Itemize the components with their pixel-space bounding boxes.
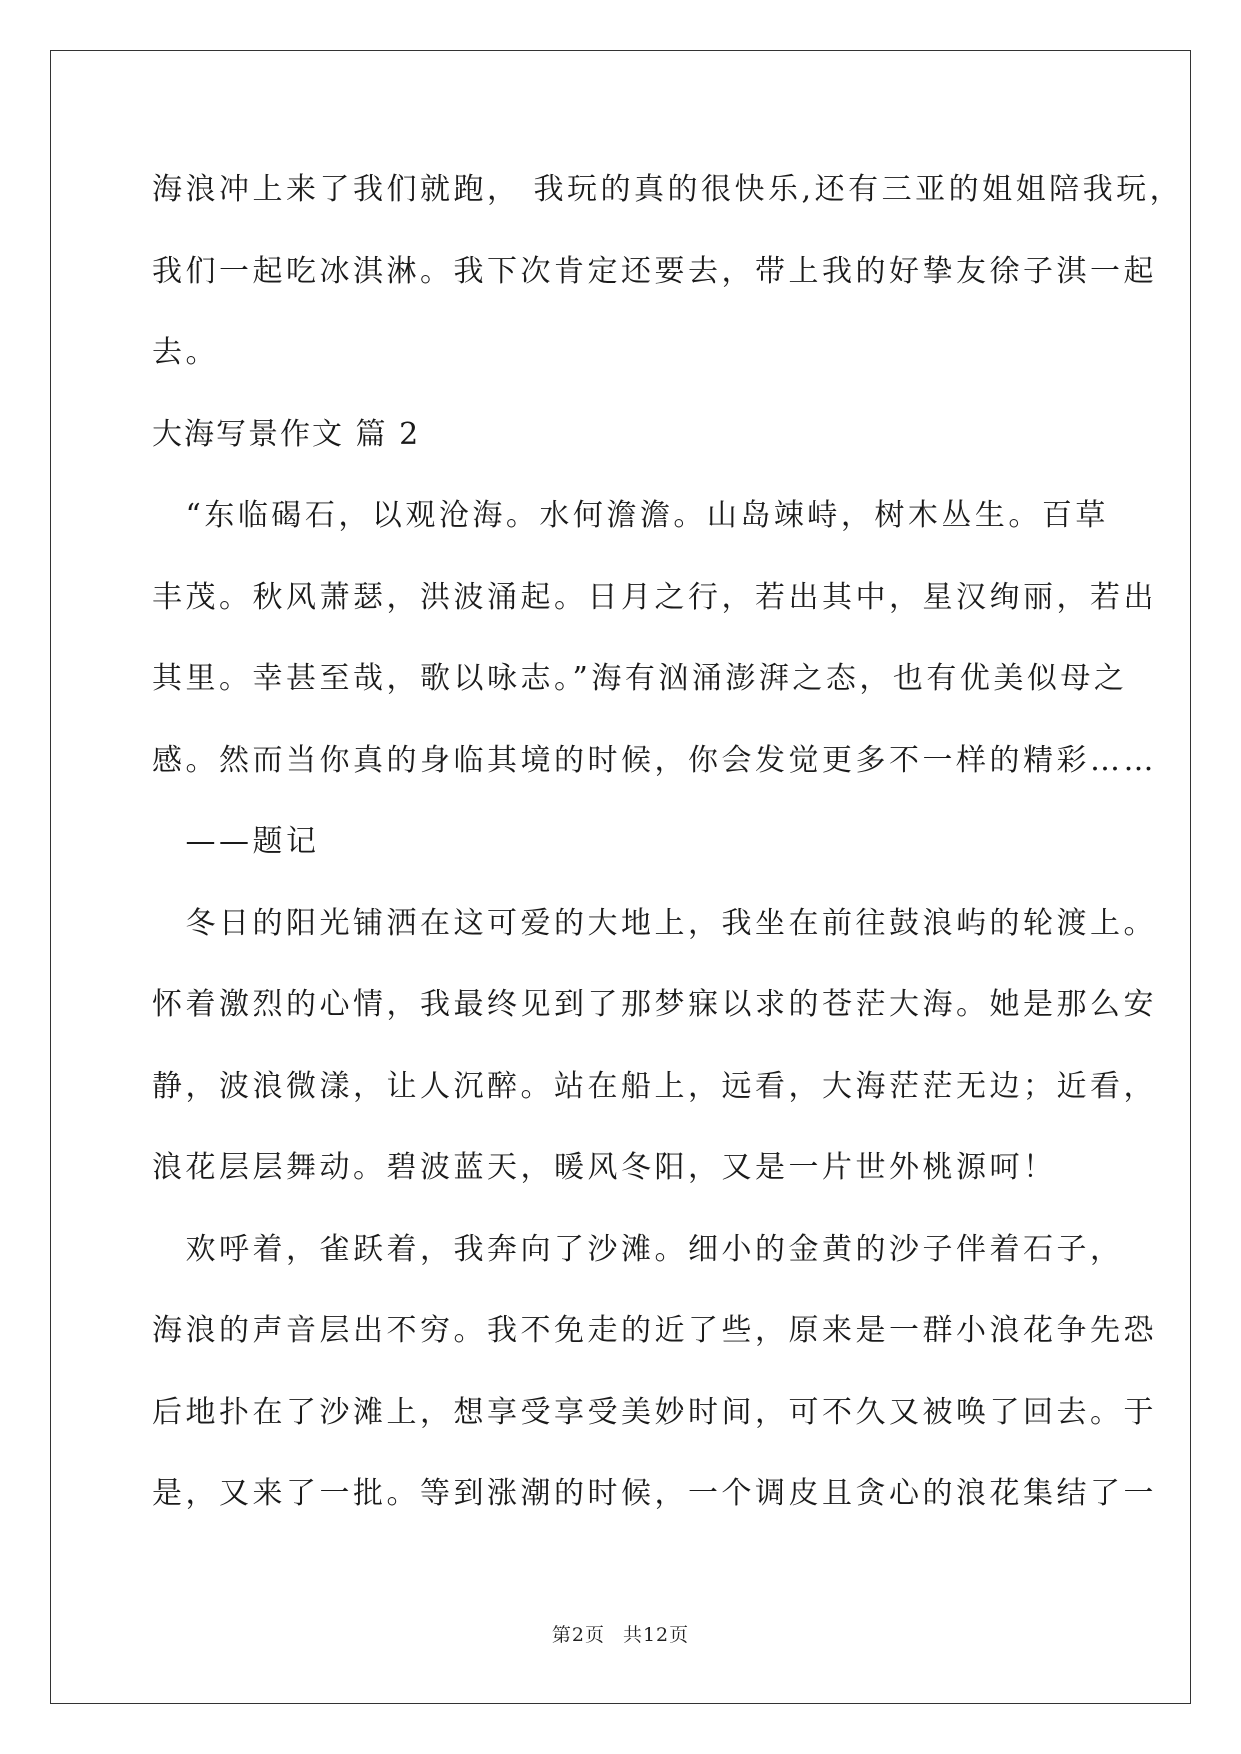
text-line: 浪花层层舞动。碧波蓝天，暖风冬阳，又是一片世外桃源呵！	[152, 1150, 1057, 1185]
text-line: 感。然而当你真的身临其境的时候，你会发觉更多不一样的精彩……	[152, 742, 1157, 778]
text-line: 欢呼着，雀跃着，我奔向了沙滩。细小的金黄的沙子伴着石子，	[152, 1231, 1124, 1267]
text-line: 海浪的声音层出不穷。我不免走的近了些，原来是一群小浪花争先恐	[152, 1313, 1157, 1348]
text-line: 后地扑在了沙滩上，想享受享受美妙时间，可不久又被唤了回去。于	[152, 1394, 1157, 1430]
section-heading: 大海写景作文 篇 2	[152, 416, 421, 452]
current-page-number: 第2页	[551, 1624, 605, 1646]
text-line: 其里。幸甚至哉，歌以咏志。”海有汹涌澎湃之态，也有优美似母之	[152, 661, 1128, 696]
page-footer	[0, 1620, 1241, 1647]
text-line: 我们一起吃冰淇淋。我下次肯定还要去，带上我的好挚友徐子淇一起	[152, 253, 1157, 289]
text-line: 去。	[152, 335, 219, 370]
text-line: 静，波浪微漾，让人沉醉。站在船上，远看，大海茫茫无边；近看，	[152, 1068, 1157, 1104]
text-line: 怀着激烈的心情，我最终见到了那梦寐以求的苍茫大海。她是那么安	[152, 987, 1157, 1022]
text-line: 冬日的阳光铺洒在这可爱的大地上，我坐在前往鼓浪屿的轮渡上。	[152, 905, 1157, 941]
document-body	[152, 160, 1184, 1546]
total-pages: 共12页	[622, 1624, 690, 1646]
text-line: 是，又来了一批。等到涨潮的时候，一个调皮且贪心的浪花集结了一	[152, 1476, 1157, 1511]
text-line: 海浪冲上来了我们就跑， 我玩的真的很快乐,还有三亚的姐姐陪我玩，	[152, 172, 1184, 207]
text-line: 丰茂。秋风萧瑟，洪波涌起。日月之行，若出其中，星汉绚丽，若出	[152, 579, 1157, 615]
text-line: “东临碣石，以观沧海。水何澹澹。山岛竦峙，树木丛生。百草	[152, 498, 1109, 533]
epigraph-attribution: ——题记	[152, 824, 320, 859]
